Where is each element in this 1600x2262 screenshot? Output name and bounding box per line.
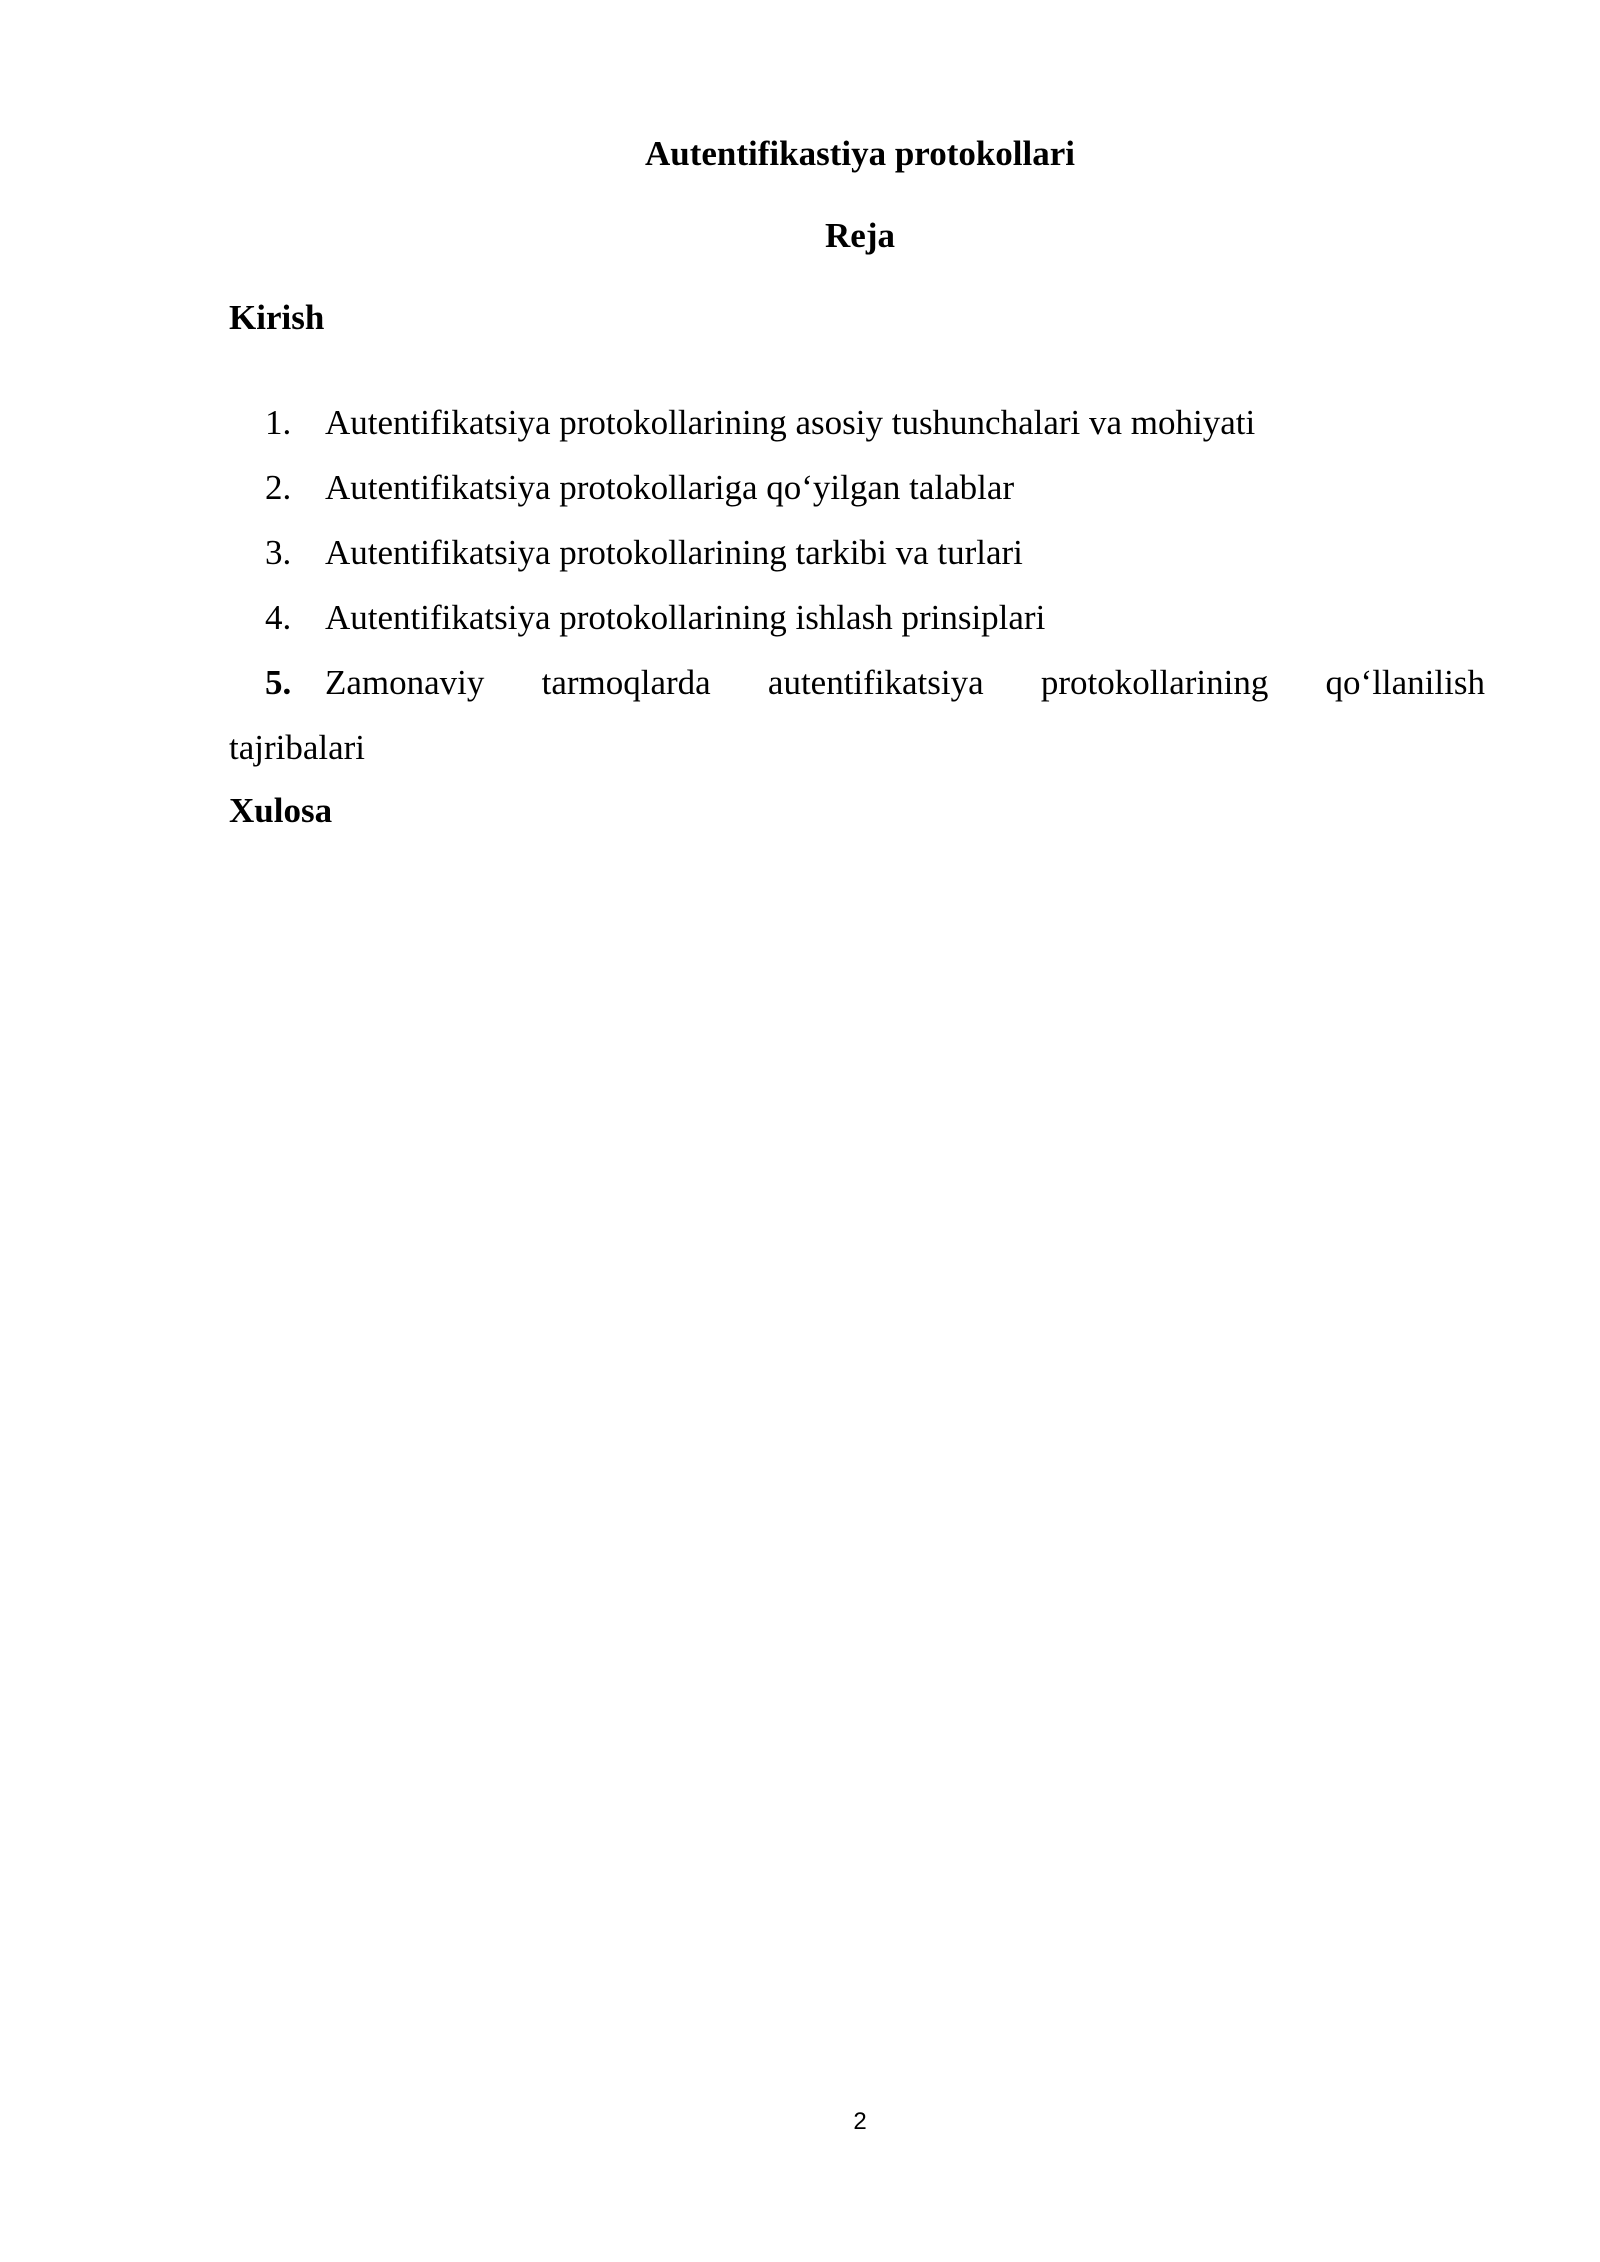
- plan-item-number: 4.: [265, 598, 292, 637]
- plan-item-number: 5.: [265, 663, 292, 702]
- plan-item-word: protokollarining: [1040, 663, 1269, 702]
- conclusion-heading: Xulosa: [229, 791, 333, 830]
- plan-item-2: [265, 467, 1014, 509]
- plan-item-5: [265, 662, 1490, 704]
- plan-item-text: Autentifikatsiya protokollarining tarkibi va turlari: [325, 533, 1023, 572]
- plan-item-4: [265, 597, 1045, 639]
- plan-item-text: Autentifikatsiya protokollarining asosiy tushunchalari va mohiyati: [325, 403, 1256, 442]
- plan-list: [0, 0, 1600, 800]
- document-title: Autentifikastiya protokollari: [644, 134, 1076, 173]
- plan-item-word: autentifikatsiya: [767, 663, 984, 702]
- plan-heading: Reja: [825, 216, 895, 255]
- plan-item-1: [265, 402, 1255, 444]
- plan-item-text: Autentifikatsiya protokollariga qo‘yilgan talablar: [325, 468, 1015, 507]
- plan-item-text: Autentifikatsiya protokollarining ishlash prinsiplari: [325, 598, 1046, 637]
- plan-item-word: Zamonaviy: [325, 663, 485, 702]
- plan-item-number: 3.: [265, 533, 292, 572]
- plan-item-word: tarmoqlarda: [541, 663, 711, 702]
- plan-item-number: 1.: [265, 403, 292, 442]
- plan-item-word: qo‘llanilish: [1325, 663, 1485, 702]
- plan-item-3: [265, 532, 1023, 574]
- plan-item-5-continuation: tajribalari: [229, 728, 366, 767]
- page-number: 2: [853, 2108, 867, 2135]
- introduction-heading: Kirish: [229, 298, 325, 337]
- plan-item-text: [325, 662, 1485, 704]
- plan-item-number: 2.: [265, 468, 292, 507]
